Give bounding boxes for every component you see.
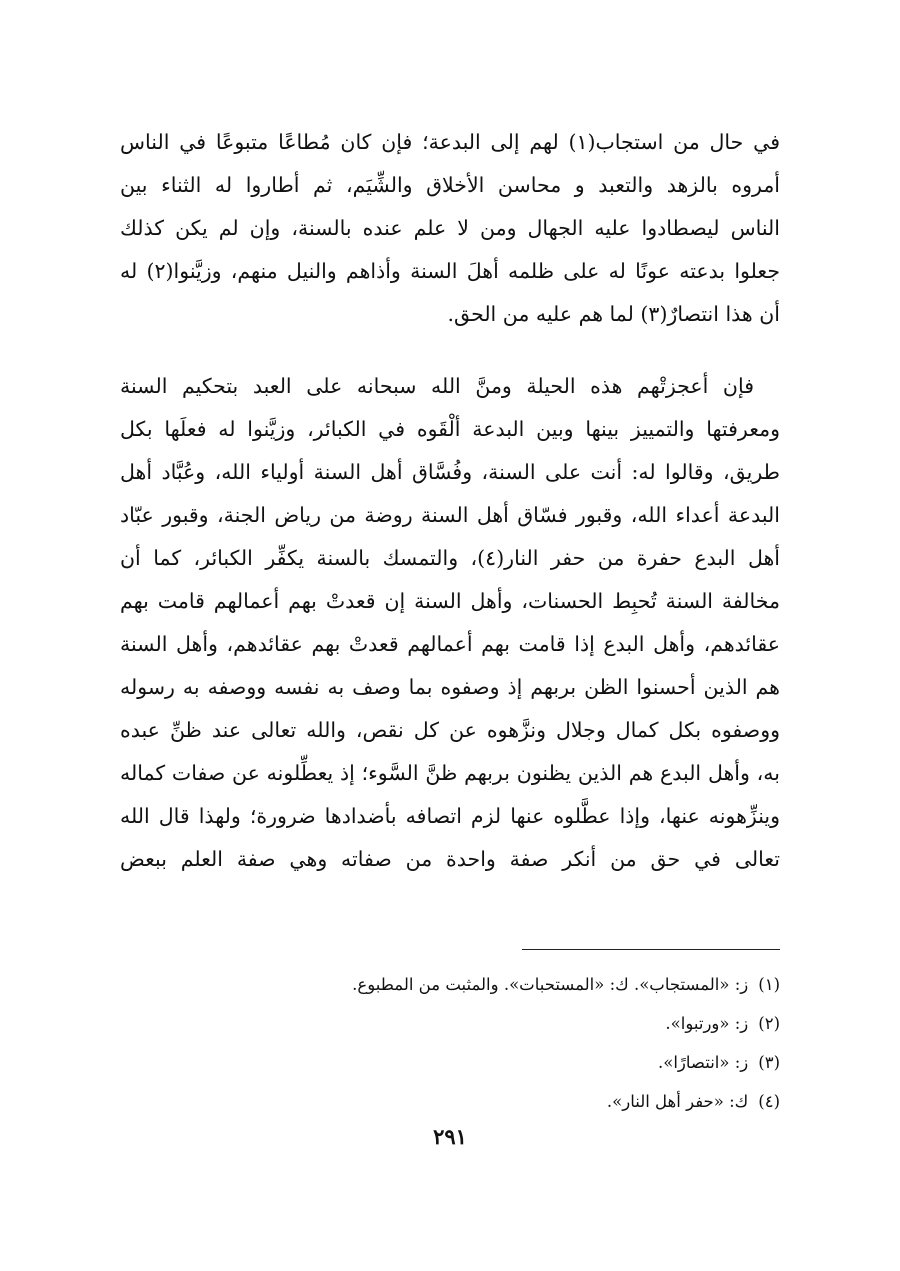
footnote-text: ز: «المستجاب». ك: «المستحبات». والمثبت من المطبوع. — [352, 975, 749, 994]
footnote-number: (١) — [758, 975, 780, 994]
body-paragraph-1 — [120, 121, 780, 336]
footnote-item — [120, 1004, 780, 1043]
text-line: به، وأهل البدع هم الذين يظنون بربهم ظنَّ السَّوء؛ إذ يعطِّلونه عن صفات كماله — [120, 761, 780, 785]
footnote-number: (٣) — [758, 1053, 780, 1072]
text-line: ووصفوه بكل كمال وجلال ونزَّهوه عن كل نقص، والله تعالى عند ظنِّ عبده — [120, 718, 780, 742]
body-paragraph-2 — [120, 365, 780, 881]
text-line: في حال من استجاب(١) لهم إلى البدعة؛ فإن كان مُطاعًا متبوعًا في الناس — [120, 130, 780, 154]
footnote-item — [120, 1043, 780, 1082]
text-line: أمروه بالزهد والتعبد و محاسن الأخلاق والشِّيَم، ثم أطاروا له الثناء بين — [120, 173, 780, 197]
footnote-text: ك: «حفر أهل النار». — [606, 1092, 749, 1111]
footnotes — [120, 965, 780, 1121]
text-line: أن هذا انتصارٌ(٣) لما هم عليه من الحق. — [447, 302, 780, 326]
text-line: هم الذين أحسنوا الظن بربهم إذ وصفوه بما وصف به نفسه ووصفه به رسوله — [120, 675, 780, 699]
footnote-number: (٢) — [758, 1014, 780, 1033]
footnote-item — [120, 1082, 780, 1121]
text-line: مخالفة السنة تُحبِط الحسنات، وأهل السنة إن قعدتْ بهم أعمالهم قامت بهم — [120, 589, 780, 613]
text-line: أهل البدع حفرة من حفر النار(٤)، والتمسك بالسنة يكفِّر الكبائر، كما أن — [120, 546, 780, 570]
footnote-text: ز: «ورتبوا». — [665, 1014, 749, 1033]
footnote-item — [120, 965, 780, 1004]
footnote-number: (٤) — [758, 1092, 780, 1111]
footnote-text: ز: «انتصارًا». — [657, 1053, 749, 1072]
text-line: جعلوا بدعته عونًا له على ظلمه أهلَ السنة وأذاهم والنيل منهم، وزيَّنوا(٢) له — [120, 259, 780, 283]
text-line: البدعة أعداء الله، وقبور فسّاق أهل السنة روضة من رياض الجنة، وقبور عبّاد — [120, 503, 780, 527]
text-line: عقائدهم، وأهل البدع إذا قامت بهم أعمالهم قعدتْ بهم عقائدهم، وأهل السنة — [120, 632, 780, 656]
footnote-separator — [522, 949, 780, 950]
page-number: ٢٩١ — [433, 1124, 467, 1149]
text-line: طريق، وقالوا له: أنت على السنة، وفُسَّاق أهل السنة أولياء الله، وعُبَّاد أهل — [120, 460, 780, 484]
text-line: الناس ليصطادوا عليه الجهال ومن لا علم عنده بالسنة، وإن لم يكن كذلك — [120, 216, 780, 240]
text-line: ومعرفتها والتمييز بينها وبين البدعة ألْقَوه في الكبائر، وزيَّنوا له فعلَها بكل — [120, 417, 780, 441]
text-line: فإن أعجزتْهم هذه الحيلة ومنَّ الله سبحانه على العبد بتحكيم السنة — [120, 374, 754, 398]
text-line: تعالى في حق من أنكر صفة واحدة من صفاته وهي صفة العلم ببعض — [120, 847, 780, 871]
text-line: وينزِّهونه عنها، وإذا عطَّلوه عنها لزم اتصافه بأضدادها ضرورة؛ ولهذا قال الله — [120, 804, 780, 828]
